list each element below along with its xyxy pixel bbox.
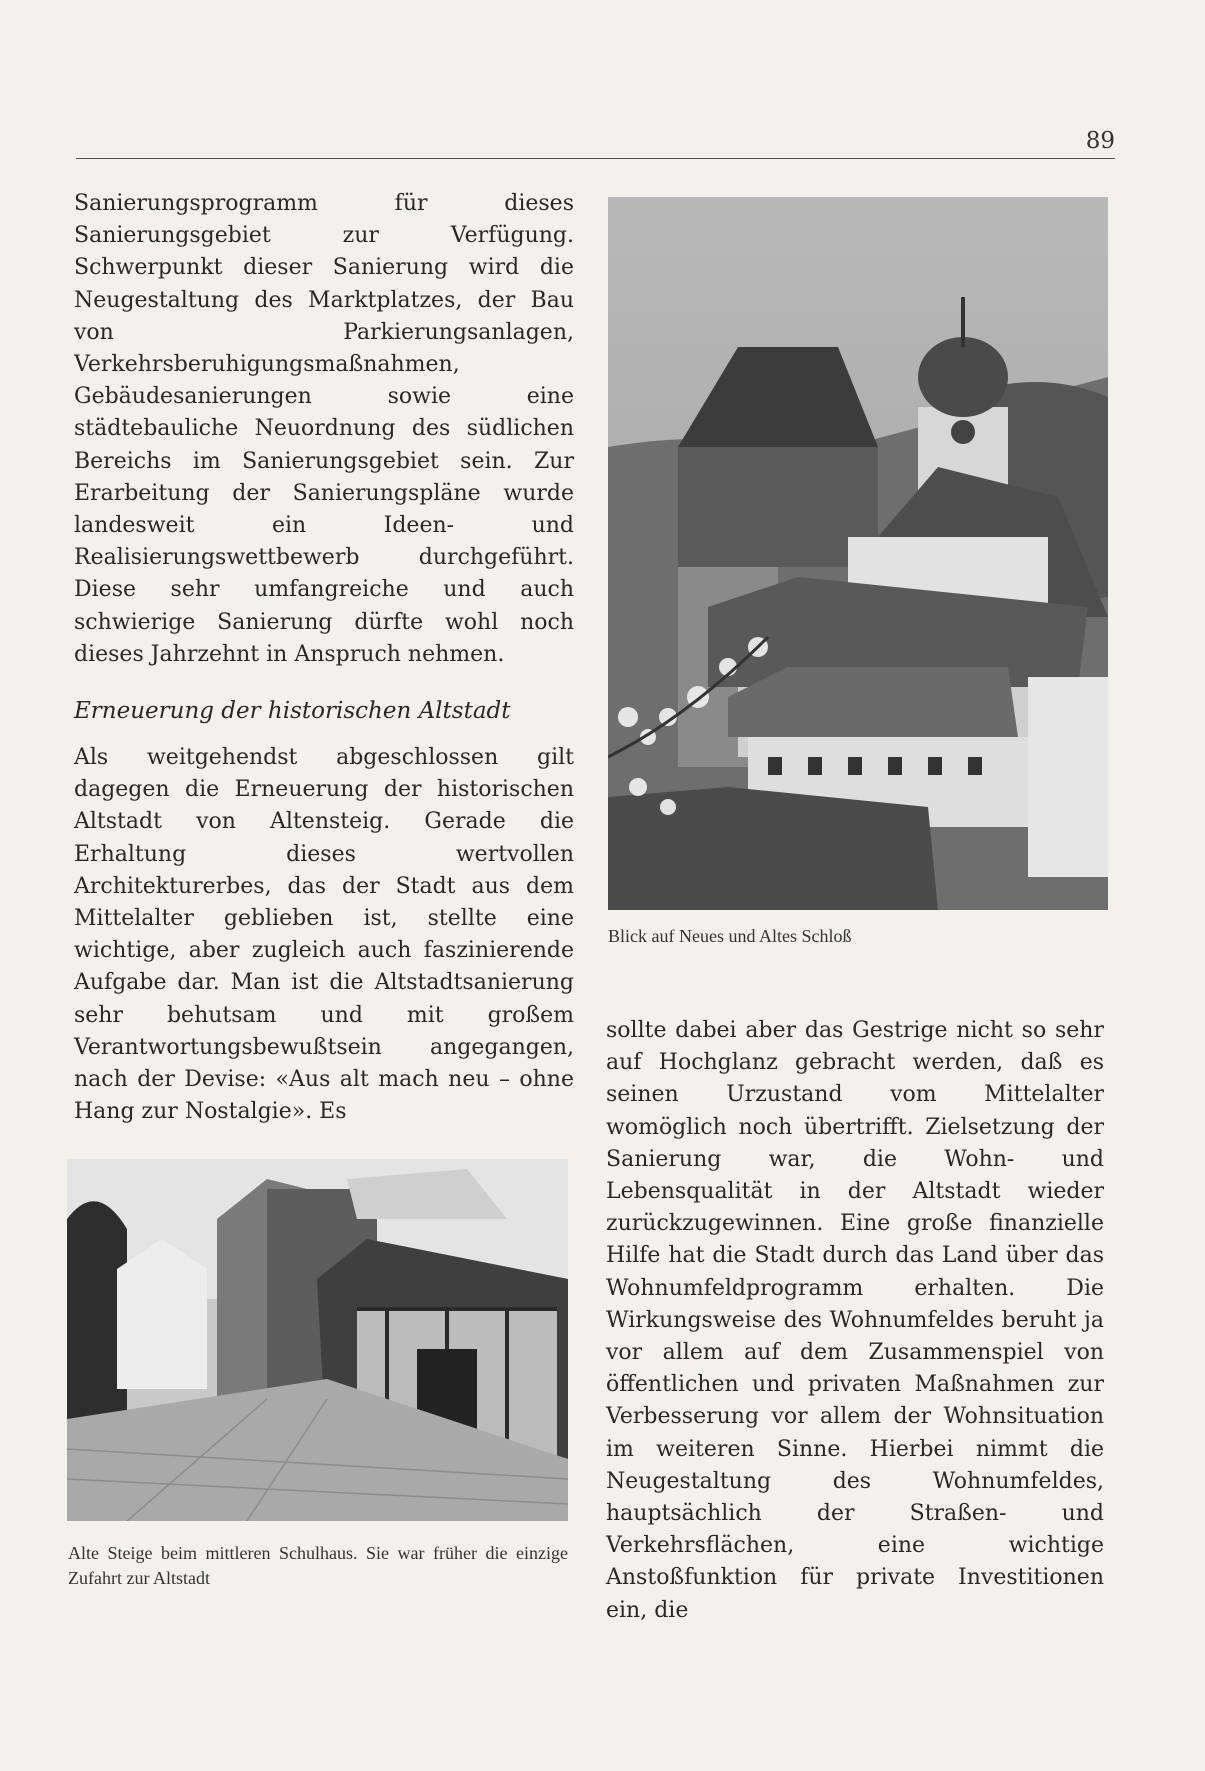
right-column-text bbox=[606, 1015, 1104, 1627]
caption-castle: Blick auf Neues und Altes Schloß bbox=[608, 926, 852, 946]
page-number: 89 bbox=[1085, 128, 1115, 154]
left-column-text bbox=[74, 188, 574, 671]
paragraph-sanierungsgebiet: Sanierungsprogramm für dieses Sanierungsgebiet zur Verfügung. Schwerpunkt dieser Sanierung wird die Neugestaltung des Marktplatzes, der Bau von Parkierungsanlagen, Verkehrsberuhigungsmaßnahmen, Gebäudesanierungen sowie eine städtebauliche Neuordnung des südlichen Bereichs im Sanierungsgebiet sein. Zur Erarbeitung der Sanierungspläne wurde landesweit ein Ideen- und Realisierungswettbewerb durchgeführt. Diese sehr umfangreiche und auch schwierige Sanierung dürfte wohl noch dieses Jahrzehnt in Anspruch nehmen. bbox=[74, 191, 574, 667]
header-rule bbox=[76, 158, 1115, 159]
photo-street bbox=[67, 1159, 568, 1521]
section-heading: Erneuerung der historischen Altstadt bbox=[74, 698, 511, 724]
paragraph-wohnumfeld: sollte dabei aber das Gestrige nicht so sehr auf Hochglanz gebracht werden, daß es seinen Urzustand vom Mittelalter womöglich noch übertrifft. Zielsetzung der Sanierung war, die Wohn- und Lebensqualität in der Altstadt wieder zurückzugewinnen. Eine große finanzielle Hilfe hat die Stadt durch das Land über das Wohnumfeldprogramm erhalten. Die Wirkungsweise des Wohnumfeldes beruht ja vor allem auf dem Zusammenspiel von öffentlichen und privaten Maßnahmen zur Verbesserung vor allem der Wohnsituation im weiteren Sinne. Hierbei nimmt die Neugestaltung des Wohnumfeldes, hauptsächlich der Straßen- und Verkehrsflächen, eine wichtige Anstoßfunktion für private Investitionen ein, die bbox=[606, 1018, 1104, 1623]
paragraph-altstadt: Als weitgehendst abgeschlossen gilt dagegen die Erneuerung der historischen Altstadt von Altensteig. Gerade die Erhaltung dieses wertvollen Architekturerbes, das der Stadt aus dem Mittelalter geblieben ist, stellte eine wichtige, aber zugleich auch faszinierende Aufgabe dar. Man ist die Altstadtsanierung sehr behutsam und mit großem Verantwortungsbewußtsein angegangen, nach der Devise: «Aus alt mach neu – ohne Hang zur Nostalgie». Es bbox=[74, 745, 574, 1125]
caption-street: Alte Steige beim mittleren Schulhaus. Sie war früher die einzige Zufahrt zur Altstadt bbox=[68, 1543, 568, 1588]
photo-castle bbox=[608, 197, 1108, 910]
